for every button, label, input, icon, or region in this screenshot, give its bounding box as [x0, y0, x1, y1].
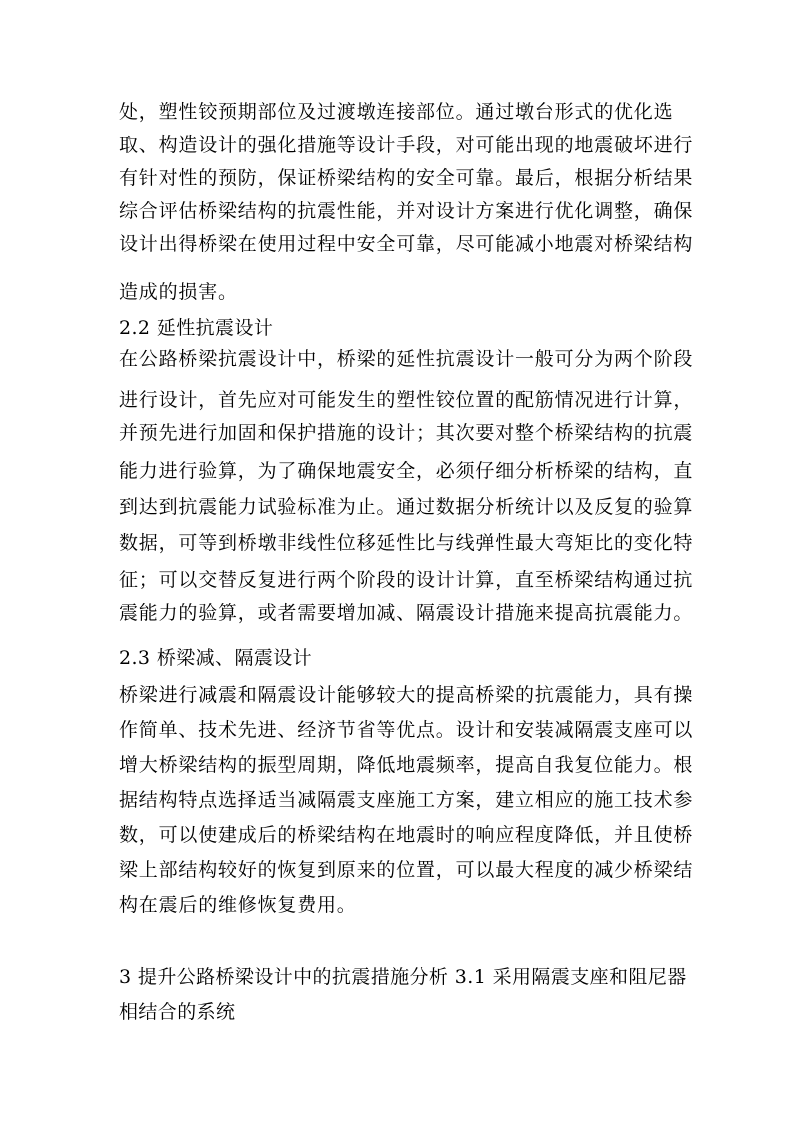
section-heading-2-2: 2.2 延性抗震设计 [119, 317, 274, 339]
paragraph-3-line: 据结构特点选择适当减隔震支座施工方案，建立相应的施工技术参 [119, 789, 694, 811]
paragraph-1-line: 造成的损害。 [119, 281, 238, 303]
paragraph-1-line: 处，塑性铰预期部位及过渡墩连接部位。通过墩台形式的优化选 [119, 101, 674, 123]
paragraph-1-line: 综合评估桥梁结构的抗震性能，并对设计方案进行优化调整，确保 [119, 200, 694, 222]
paragraph-3-line: 构在震后的维修恢复费用。 [119, 894, 357, 916]
paragraph-3-line: 作简单、技术先进、经济节省等优点。设计和安装减隔震支座可以 [119, 719, 694, 741]
paragraph-1-line: 有针对性的预防，保证桥梁结构的安全可靠。最后，根据分析结果 [119, 167, 694, 189]
paragraph-2-line: 震能力的验算，或者需要增加减、隔震设计措施来提高抗震能力。 [119, 602, 694, 624]
paragraph-2-line: 并预先进行加固和保护措施的设计；其次要对整个桥梁结构的抗震 [119, 422, 694, 444]
paragraph-3-line: 桥梁进行减震和隔震设计能够较大的提高桥梁的抗震能力，具有操 [119, 684, 694, 706]
paragraph-2-line: 在公路桥梁抗震设计中，桥梁的延性抗震设计一般可分为两个阶段 [119, 348, 694, 370]
paragraph-2-line: 征；可以交替反复进行两个阶段的设计计算，直至桥梁结构通过抗 [119, 569, 694, 591]
section-heading-3-continued: 相结合的系统 [119, 1001, 236, 1023]
paragraph-1-line: 设计出得桥梁在使用过程中安全可靠，尽可能减小地震对桥梁结构 [119, 233, 694, 255]
paragraph-3-line: 梁上部结构较好的恢复到原来的位置，可以最大程度的减少桥梁结 [119, 859, 694, 881]
paragraph-1-line: 取、构造设计的强化措施等设计手段，对可能出现的地震破坏进行 [119, 134, 694, 156]
paragraph-2-line: 数据，可等到桥墩非线性位移延性比与线弹性最大弯矩比的变化特 [119, 532, 694, 554]
paragraph-3-line: 增大桥梁结构的振型周期，降低地震频率，提高自我复位能力。根 [119, 754, 694, 776]
paragraph-2-line: 到达到抗震能力试验标准为止。通过数据分析统计以及反复的验算 [119, 496, 694, 518]
paragraph-3-line: 数，可以使建成后的桥梁结构在地震时的响应程度降低，并且使桥 [119, 824, 694, 846]
paragraph-2-line: 能力进行验算，为了确保地震安全，必须仔细分析桥梁的结构，直 [119, 460, 694, 482]
section-heading-2-3: 2.3 桥梁减、隔震设计 [119, 647, 313, 669]
section-heading-3: 3 提升公路桥梁设计中的抗震措施分析 3.1 采用隔震支座和阻尼器 [119, 966, 687, 988]
paragraph-2-line: 进行设计，首先应对可能发生的塑性铰位置的配筋情况进行计算， [119, 389, 694, 411]
